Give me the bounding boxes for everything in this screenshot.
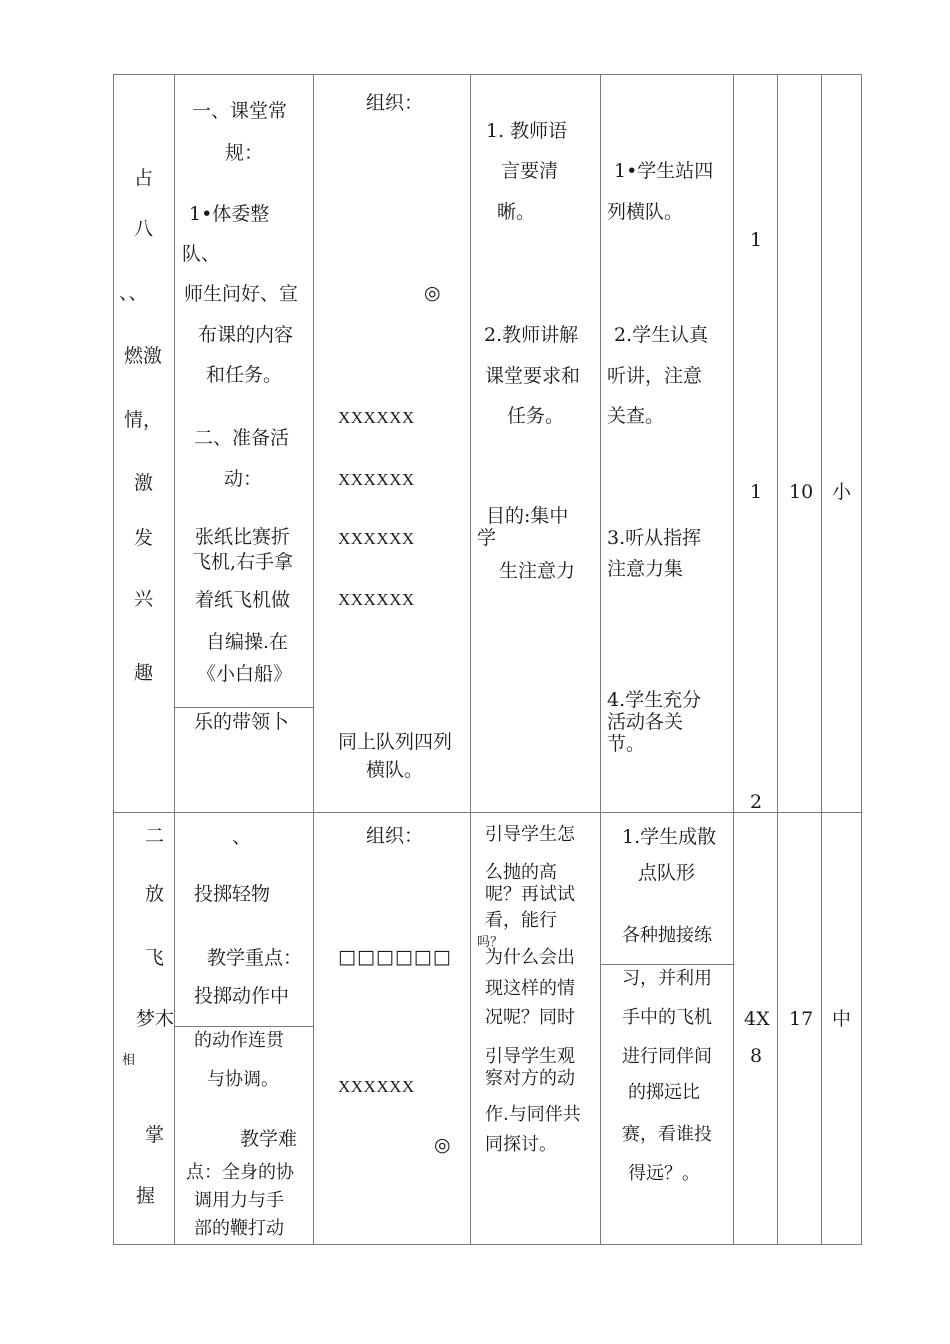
- content-text: 的动作连贯: [194, 1030, 284, 1051]
- inner-divider: [600, 964, 733, 965]
- student-text: 2.学生认真: [614, 324, 709, 346]
- duration: 17: [789, 1008, 814, 1030]
- teacher-text: 察对方的动: [485, 1068, 575, 1089]
- content-text: 和任务。: [206, 364, 283, 386]
- student-text: 关查。: [607, 405, 665, 427]
- inner-divider: [174, 707, 313, 708]
- stage-char: 情，: [124, 409, 163, 431]
- student-text: 节。: [607, 733, 646, 755]
- organization-note: 横队。: [366, 759, 424, 781]
- student-text: 习，并利用: [622, 968, 712, 989]
- teacher-text: 为什么会出: [485, 947, 575, 968]
- col-border-2: [313, 74, 314, 1245]
- col-border-7: [821, 74, 822, 1245]
- teacher-text: 看，能行: [485, 910, 557, 931]
- repetition-count: 8: [750, 1045, 763, 1067]
- organization-note: 同上队列四列: [338, 731, 453, 753]
- student-text: 的掷远比: [628, 1082, 700, 1103]
- organization-label: 组织：: [366, 825, 424, 847]
- stage-char: 趣: [134, 662, 154, 684]
- stage-char: 掌: [145, 1124, 165, 1146]
- col-border-8: [861, 74, 862, 1245]
- student-row: XXXXXX: [338, 470, 415, 489]
- student-text: 点队形: [638, 862, 696, 884]
- content-text: 队、: [182, 243, 221, 265]
- stage-char: 发: [134, 527, 154, 549]
- inner-divider: [174, 1026, 313, 1027]
- student-text: 得远？。: [628, 1163, 700, 1184]
- teacher-text: 吗？: [477, 935, 504, 950]
- intensity: 中: [832, 1008, 852, 1030]
- content-text: 部的鞭打动: [194, 1218, 284, 1239]
- teacher-text: 1. 教师语: [486, 120, 568, 142]
- content-text: 投掷轻物: [194, 883, 271, 905]
- content-text: 一、课堂常: [192, 100, 288, 122]
- content-text: 师生问好、宣: [184, 283, 299, 305]
- stage-char: 占: [134, 167, 154, 189]
- content-text: 1•体委整: [189, 203, 270, 225]
- stage-char: 、、: [119, 282, 148, 304]
- teacher-text: 生注意力: [499, 560, 576, 582]
- organization-label: 组织：: [366, 92, 424, 114]
- teacher-position-mark: ◎: [434, 1134, 451, 1156]
- teacher-text: 现这样的情: [485, 978, 575, 999]
- content-text: 布课的内容: [198, 324, 294, 346]
- intensity: 小: [832, 481, 852, 503]
- teacher-text: 课堂要求和: [485, 365, 581, 387]
- student-text: 进行同伴间: [622, 1046, 712, 1067]
- content-text: 、: [232, 826, 252, 848]
- teacher-text: 引导学生怎: [485, 824, 575, 845]
- repetition-count: 1: [750, 229, 763, 251]
- content-text: 乐的带领卜: [194, 711, 290, 733]
- stage-char: 相: [122, 1053, 136, 1068]
- teacher-text: 学: [477, 527, 497, 549]
- content-text: 与协调。: [207, 1069, 279, 1090]
- content-text: 张纸比赛折: [195, 526, 291, 548]
- col-border-6: [777, 74, 778, 1245]
- content-text: 教学难: [240, 1128, 298, 1150]
- stage-char: 兴: [134, 588, 154, 610]
- student-text: 注意力集: [607, 558, 684, 580]
- repetition-count: 2: [750, 791, 763, 813]
- teacher-text: 言要清: [501, 160, 559, 182]
- student-text: 3.听从指挥: [607, 527, 702, 549]
- table-top-border: [113, 74, 862, 75]
- student-text: 各种抛接练: [622, 925, 712, 946]
- student-text: 听讲，注意: [607, 365, 703, 387]
- student-text: 1.学生成散: [622, 826, 717, 848]
- content-text: 着纸飞机做: [195, 589, 291, 611]
- content-text: 二、准备活: [194, 427, 290, 449]
- col-border-5: [733, 74, 734, 1245]
- student-text: 列横队。: [607, 201, 684, 223]
- stage-char: 梦木: [136, 1008, 175, 1030]
- stage-char: 二: [145, 825, 165, 847]
- teacher-text: 目的:集中: [486, 505, 569, 527]
- formation-squares: □□□□□□: [338, 946, 452, 968]
- content-text: 规：: [225, 142, 264, 164]
- repetition-count: 1: [750, 481, 763, 503]
- stage-char: 握: [136, 1185, 156, 1207]
- student-row: XXXXXX: [338, 529, 415, 548]
- student-row: XXXXXX: [338, 590, 415, 609]
- student-row: XXXXXX: [338, 408, 415, 427]
- col-border-3: [470, 74, 471, 1245]
- col-border-1: [174, 74, 175, 1245]
- content-text: 飞机,右手拿: [192, 551, 294, 573]
- student-text: 手中的飞机: [622, 1007, 712, 1028]
- stage-char: 放: [145, 883, 165, 905]
- student-text: 4.学生充分: [607, 689, 702, 711]
- content-text: 自编操.在: [206, 631, 289, 653]
- col-border-4: [600, 74, 601, 1245]
- content-text: 教学重点：: [207, 947, 303, 969]
- student-text: 活动各关: [607, 711, 684, 733]
- content-text: 《小白船》: [197, 663, 293, 685]
- stage-char: 燃激: [124, 345, 163, 367]
- duration: 10: [789, 481, 814, 503]
- teacher-text: 么抛的高: [485, 862, 557, 883]
- content-text: 动：: [224, 468, 263, 490]
- teacher-text: 晰。: [497, 201, 536, 223]
- student-text: 1•学生站四: [614, 160, 714, 182]
- teacher-text: 况呢？同时: [485, 1007, 575, 1028]
- teacher-text: 2.教师讲解: [484, 324, 579, 346]
- teacher-text: 作.与同伴共: [485, 1104, 581, 1125]
- table-bottom-border: [113, 1244, 862, 1245]
- stage-char: 激: [134, 472, 154, 494]
- teacher-position-mark: ◎: [424, 282, 441, 304]
- content-text: 投掷动作中: [194, 985, 290, 1007]
- teacher-text: 呢？再试试: [485, 884, 575, 905]
- teacher-text: 同探讨。: [485, 1134, 557, 1155]
- teacher-text: 任务。: [507, 405, 565, 427]
- stage-char: 八: [134, 218, 154, 240]
- stage-char: 飞: [145, 947, 165, 969]
- student-text: 赛，看谁投: [622, 1124, 712, 1145]
- col-border-0: [113, 74, 114, 1245]
- content-text: 点：全身的协: [186, 1162, 294, 1183]
- teacher-text: 引导学生观: [485, 1046, 575, 1067]
- repetition-count: 4X: [744, 1008, 770, 1030]
- content-text: 调用力与手: [194, 1190, 284, 1211]
- student-row: XXXXXX: [338, 1077, 415, 1096]
